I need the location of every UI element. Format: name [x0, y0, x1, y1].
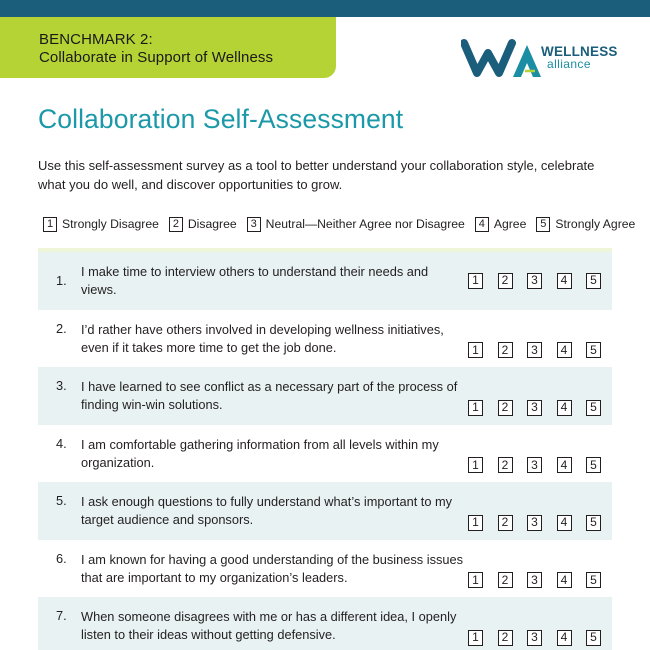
rating-option-5[interactable]: 5: [586, 572, 601, 588]
rating-option-2[interactable]: 2: [498, 342, 513, 358]
rating-option-5[interactable]: 5: [586, 273, 601, 289]
rating-option-4[interactable]: 4: [557, 515, 572, 531]
intro-text: Use this self-assessment survey as a tool to better understand your collaboration style, celebrate what you do well, and discover opportunities to grow.: [38, 158, 595, 192]
rating-option-1[interactable]: 1: [468, 515, 483, 531]
survey-row: [38, 425, 612, 483]
rating-option-3[interactable]: 3: [527, 515, 542, 531]
rating-legend: [43, 215, 635, 233]
rating-option-4[interactable]: 4: [557, 457, 572, 473]
survey-row: [38, 482, 612, 540]
legend-label: Agree: [493, 217, 527, 231]
legend-value-box: 2: [169, 217, 183, 232]
rating-option-4[interactable]: 4: [557, 273, 572, 289]
page-title: Collaboration Self-Assessment: [38, 104, 404, 134]
top-bar: [0, 0, 650, 17]
rating-option-1[interactable]: 1: [468, 630, 483, 646]
rating-option-2[interactable]: 2: [498, 630, 513, 646]
rating-option-2[interactable]: 2: [498, 273, 513, 289]
survey-row: [38, 310, 612, 368]
rating-scale: [468, 482, 601, 540]
rating-option-1[interactable]: 1: [468, 273, 483, 289]
logo-wordmark-top: WELLNESS: [541, 44, 618, 59]
item-statement: I am known for having a good understanding of the business issues that are important to my organization’s leaders.: [81, 551, 464, 585]
legend-value-box: 3: [247, 217, 261, 232]
rating-option-1[interactable]: 1: [468, 400, 483, 416]
rating-option-2[interactable]: 2: [498, 572, 513, 588]
rating-option-3[interactable]: 3: [527, 572, 542, 588]
rating-scale: [468, 367, 601, 425]
legend-item: [475, 217, 527, 232]
rating-option-2[interactable]: 2: [498, 515, 513, 531]
survey-table: [38, 252, 612, 650]
item-number: 3.: [56, 378, 67, 393]
rating-option-5[interactable]: 5: [586, 515, 601, 531]
rating-option-3[interactable]: 3: [527, 630, 542, 646]
legend-item: [536, 217, 635, 232]
logo-wordmark-bottom: alliance: [547, 57, 591, 71]
item-statement: I ask enough questions to fully understand what’s important to my target audience and sponsors.: [81, 494, 453, 527]
legend-value-box: 4: [475, 217, 489, 232]
rating-option-4[interactable]: 4: [557, 400, 572, 416]
rating-option-1[interactable]: 1: [468, 457, 483, 473]
item-number: 7.: [56, 608, 67, 623]
rating-option-1[interactable]: 1: [468, 572, 483, 588]
wellness-alliance-logo: [461, 37, 618, 79]
legend-value-box: 5: [536, 217, 550, 232]
legend-item: [247, 217, 465, 232]
survey-row: [38, 367, 612, 425]
rating-option-4[interactable]: 4: [557, 572, 572, 588]
survey-row: [38, 540, 612, 598]
wa-logo-icon: [461, 37, 541, 79]
legend-label: Disagree: [187, 217, 237, 231]
rating-option-5[interactable]: 5: [586, 400, 601, 416]
rating-option-3[interactable]: 3: [527, 273, 542, 289]
rating-option-5[interactable]: 5: [586, 630, 601, 646]
legend-item: [169, 217, 237, 232]
item-statement: When someone disagrees with me or has a different idea, I openly listen to their ideas without getting defensive.: [81, 609, 457, 642]
rating-option-3[interactable]: 3: [527, 342, 542, 358]
rating-option-5[interactable]: 5: [586, 342, 601, 358]
item-statement: I’d rather have others involved in developing wellness initiatives, even if it takes more time to get the job done.: [81, 321, 444, 355]
rating-option-3[interactable]: 3: [527, 457, 542, 473]
rating-option-4[interactable]: 4: [557, 342, 572, 358]
rating-option-2[interactable]: 2: [498, 457, 513, 473]
rating-option-5[interactable]: 5: [586, 457, 601, 473]
rating-scale: [468, 252, 601, 310]
rating-option-1[interactable]: 1: [468, 342, 483, 358]
item-number: 5.: [56, 493, 67, 508]
legend-label: Strongly Disagree: [62, 217, 159, 231]
item-number: 1.: [56, 273, 67, 289]
rating-scale: [468, 310, 601, 368]
rating-option-4[interactable]: 4: [557, 630, 572, 646]
benchmark-tab: [0, 17, 336, 78]
item-number: 6.: [56, 550, 67, 566]
survey-row: [38, 597, 612, 650]
survey-row: [38, 252, 612, 310]
benchmark-label: BENCHMARK 2:: [39, 31, 153, 48]
legend-label: Strongly Agree: [555, 217, 636, 231]
rating-scale: [468, 597, 601, 650]
item-statement: I have learned to see conflict as a necessary part of the process of finding win-win solutions.: [81, 379, 458, 412]
item-statement: I am comfortable gathering information from all levels within my organization.: [81, 436, 439, 470]
item-statement: I make time to interview others to understand their needs and views.: [81, 263, 429, 297]
item-number: 4.: [56, 435, 67, 451]
legend-item: [43, 217, 159, 232]
legend-label: Neutral—Neither Agree nor Disagree: [265, 217, 465, 231]
legend-value-box: 1: [43, 217, 57, 232]
rating-scale: [468, 425, 601, 483]
benchmark-title: Collaborate in Support of Wellness: [39, 49, 274, 66]
rating-scale: [468, 540, 601, 598]
rating-option-2[interactable]: 2: [498, 400, 513, 416]
rating-option-3[interactable]: 3: [527, 400, 542, 416]
item-number: 2.: [56, 320, 67, 336]
